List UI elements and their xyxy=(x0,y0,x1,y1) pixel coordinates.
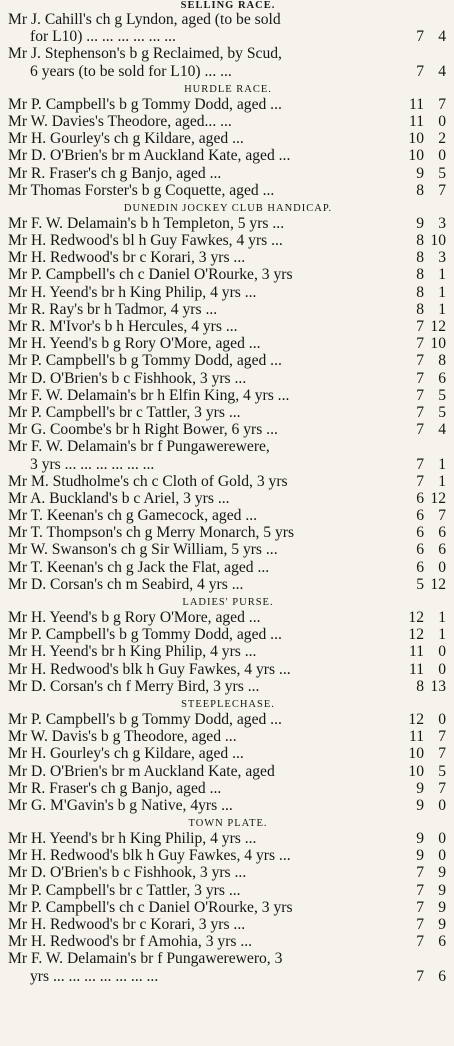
weight-pounds: 9 xyxy=(438,881,446,899)
weight-stone: 8 xyxy=(416,677,424,695)
entry-description: Mr G. M'Gavin's b g Native, 4yrs ... xyxy=(8,796,233,814)
weight-stone: 11 xyxy=(408,95,424,113)
entry-row xyxy=(8,421,448,438)
weight-stone: 8 xyxy=(416,232,424,250)
entry-description: Mr H. Yeend's br h King Philip, 4 yrs ... xyxy=(8,643,257,661)
weight-pounds: 3 xyxy=(438,249,446,267)
entry-description: Mr P. Campbell's b g Tommy Dodd, aged ... xyxy=(8,95,282,113)
weight-pounds: 8 xyxy=(438,352,446,370)
weight-pounds: 0 xyxy=(438,558,446,576)
weight-pounds: 10 xyxy=(430,335,446,353)
entry-row xyxy=(8,232,448,249)
weight-stone: 6 xyxy=(416,558,424,576)
entry-row xyxy=(8,950,448,967)
entry-description: 3 yrs ... ... ... ... ... ... xyxy=(30,455,155,473)
weight-stone: 7 xyxy=(416,455,424,473)
entry-row xyxy=(8,318,448,335)
entry-description: Mr H. Yeend's br h King Philip, 4 yrs ... xyxy=(8,283,257,301)
weight-pounds: 9 xyxy=(438,916,446,933)
weight-stone: 7 xyxy=(416,352,424,370)
weight-pounds: 7 xyxy=(438,181,446,199)
weight-stone: 12 xyxy=(408,626,424,644)
entry-row xyxy=(8,882,448,899)
entry-row xyxy=(8,968,448,985)
entry-row xyxy=(8,45,448,62)
entry-description: Mr Thomas Forster's b g Coquette, aged ... xyxy=(8,181,275,199)
weight-stone: 12 xyxy=(408,609,424,626)
weight-stone: 7 xyxy=(416,967,424,985)
entry-row xyxy=(8,249,448,266)
weight-stone: 10 xyxy=(408,762,424,780)
weight-pounds: 10 xyxy=(430,232,446,250)
entry-row xyxy=(8,438,448,455)
weight-stone: 10 xyxy=(408,147,424,165)
entry-row xyxy=(8,559,448,576)
weight-stone: 7 xyxy=(416,369,424,387)
weight-pounds: 1 xyxy=(438,266,446,284)
weight-stone: 8 xyxy=(416,249,424,267)
entry-description: Mr D. Corsan's ch m Seabird, 4 yrs ... xyxy=(8,575,244,593)
weight-pounds: 1 xyxy=(438,472,446,490)
entry-description: Mr H. Redwood's br c Korari, 3 yrs ... xyxy=(8,249,246,267)
entry-description: Mr P. Campbell's ch c Daniel O'Rourke, 3 yrs xyxy=(8,898,293,916)
weight-pounds: 1 xyxy=(438,300,446,318)
weight-pounds: 0 xyxy=(438,147,446,165)
entry-row xyxy=(8,352,448,369)
entry-description: Mr D. O'Brien's br m Auckland Kate, aged ... xyxy=(8,147,291,165)
entry-row xyxy=(8,643,448,660)
weight-stone: 9 xyxy=(416,779,424,797)
weight-pounds: 2 xyxy=(438,130,446,148)
entry-description: Mr J. Cahill's ch g Lyndon, aged (to be sold xyxy=(8,11,281,28)
weight-stone: 7 xyxy=(416,335,424,353)
entry-row xyxy=(8,63,448,80)
entry-description: Mr H. Yeend's br h King Philip, 4 yrs ... xyxy=(8,830,257,848)
entry-description: Mr H. Redwood's blk h Guy Fawkes, 4 yrs ... xyxy=(8,847,291,865)
entry-row xyxy=(8,541,448,558)
weight-pounds: 5 xyxy=(438,386,446,404)
entry-row xyxy=(8,404,448,421)
entry-row xyxy=(8,387,448,404)
weight-stone: 7 xyxy=(416,864,424,882)
entry-row xyxy=(8,916,448,933)
entry-row xyxy=(8,524,448,541)
weight-pounds: 6 xyxy=(438,369,446,387)
entry-description: Mr D. O'Brien's b c Fishhook, 3 yrs ... xyxy=(8,369,247,387)
weight-stone: 11 xyxy=(408,728,424,746)
entry-description: Mr F. W. Delamain's br f Pungawerewero, 3 xyxy=(8,950,283,968)
weight-pounds: 12 xyxy=(430,575,446,593)
entry-description: Mr T. Keenan's ch g Jack the Flat, aged ... xyxy=(8,558,270,576)
entry-row xyxy=(8,370,448,387)
weight-stone: 6 xyxy=(416,489,424,507)
entry-row xyxy=(8,763,448,780)
weight-stone: 7 xyxy=(416,28,424,46)
weight-stone: 9 xyxy=(416,164,424,182)
weight-stone: 6 xyxy=(416,524,424,542)
entry-description: yrs ... ... ... ... ... ... ... xyxy=(30,967,159,985)
entry-row xyxy=(8,609,448,626)
weight-pounds: 7 xyxy=(438,745,446,763)
entry-row xyxy=(8,864,448,881)
entry-row xyxy=(8,728,448,745)
weight-pounds: 6 xyxy=(438,967,446,985)
weight-pounds: 1 xyxy=(438,455,446,473)
weight-pounds: 3 xyxy=(438,214,446,232)
weight-pounds: 1 xyxy=(438,283,446,301)
weight-pounds: 0 xyxy=(438,660,446,678)
entry-row xyxy=(8,456,448,473)
entry-description: Mr D. O'Brien's br m Auckland Kate, aged xyxy=(8,762,275,780)
entry-row xyxy=(8,96,448,113)
entry-row xyxy=(8,507,448,524)
weight-pounds: 1 xyxy=(438,609,446,626)
weight-pounds: 4 xyxy=(438,421,446,439)
entry-description: Mr R. Ray's br h Tadmor, 4 yrs ... xyxy=(8,300,218,318)
weight-pounds: 5 xyxy=(438,762,446,780)
weight-stone: 9 xyxy=(416,214,424,232)
weight-pounds: 7 xyxy=(438,507,446,525)
entry-description: 6 years (to be sold for L10) ... ... xyxy=(30,62,232,80)
entry-description: Mr T. Thompson's ch g Merry Monarch, 5 yrs xyxy=(8,524,295,542)
entry-description: Mr H. Yeend's b g Rory O'More, aged ... xyxy=(8,335,261,353)
entry-description: Mr J. Stephenson's b g Reclaimed, by Scud, xyxy=(8,45,282,63)
entry-row xyxy=(8,335,448,352)
weight-pounds: 4 xyxy=(438,28,446,46)
weight-pounds: 6 xyxy=(438,933,446,951)
entry-row xyxy=(8,711,448,728)
weight-pounds: 0 xyxy=(438,112,446,130)
section-heading: TOWN PLATE. xyxy=(188,818,268,830)
entry-row xyxy=(8,661,448,678)
entry-row xyxy=(8,797,448,814)
entry-description: Mr F. W. Delamain's b h Templeton, 5 yrs ... xyxy=(8,214,285,232)
weight-pounds: 7 xyxy=(438,779,446,797)
entry-description: Mr P. Campbell's br c Tattler, 3 yrs ... xyxy=(8,403,241,421)
entry-row xyxy=(8,780,448,797)
entry-description: Mr P. Campbell's ch c Daniel O'Rourke, 3 yrs xyxy=(8,266,293,284)
entry-row xyxy=(8,678,448,695)
weight-stone: 9 xyxy=(416,796,424,814)
entry-description: Mr H. Redwood's br f Amohia, 3 yrs ... xyxy=(8,933,253,951)
entry-description: Mr P. Campbell's b g Tommy Dodd, aged ... xyxy=(8,626,282,644)
entry-description: Mr A. Buckland's b c Ariel, 3 yrs ... xyxy=(8,489,230,507)
entry-row xyxy=(8,899,448,916)
weight-stone: 7 xyxy=(416,881,424,899)
weight-pounds: 0 xyxy=(438,643,446,661)
entry-description: Mr P. Campbell's br c Tattler, 3 yrs ... xyxy=(8,881,241,899)
entry-description: for L10) ... ... ... ... ... ... xyxy=(30,28,176,46)
entry-row xyxy=(8,11,448,28)
section-heading: STEEPLECHASE. xyxy=(181,698,275,710)
weight-stone: 7 xyxy=(416,62,424,80)
entry-description: Mr R. M'Ivor's b h Hercules, 4 yrs ... xyxy=(8,318,238,335)
entry-description: Mr D. Corsan's ch f Merry Bird, 3 yrs ... xyxy=(8,677,260,695)
weight-pounds: 0 xyxy=(438,830,446,848)
entry-row xyxy=(8,933,448,950)
entry-row xyxy=(8,830,448,847)
entry-row xyxy=(8,147,448,164)
weight-pounds: 4 xyxy=(438,62,446,80)
weight-stone: 7 xyxy=(416,318,424,335)
weight-pounds: 12 xyxy=(430,489,446,507)
weight-pounds: 0 xyxy=(438,796,446,814)
weight-stone: 6 xyxy=(416,541,424,559)
weight-stone: 6 xyxy=(416,507,424,525)
weight-pounds: 7 xyxy=(438,95,446,113)
weight-stone: 7 xyxy=(416,421,424,439)
weight-stone: 7 xyxy=(416,933,424,951)
entry-description: Mr T. Keenan's ch g Gamecock, aged ... xyxy=(8,507,258,525)
section-heading: SELLING RACE. xyxy=(180,0,276,11)
weight-stone: 10 xyxy=(408,745,424,763)
weight-stone: 9 xyxy=(416,830,424,848)
entry-description: Mr R. Fraser's ch g Banjo, aged ... xyxy=(8,779,222,797)
weight-stone: 12 xyxy=(408,710,424,728)
weight-stone: 7 xyxy=(416,386,424,404)
entry-row xyxy=(8,182,448,199)
entry-row xyxy=(8,113,448,130)
entry-description: Mr G. Coombe's br h Right Bower, 6 yrs ... xyxy=(8,421,278,439)
weight-pounds: 12 xyxy=(430,318,446,335)
weight-pounds: 5 xyxy=(438,164,446,182)
weight-pounds: 0 xyxy=(438,710,446,728)
entry-row xyxy=(8,130,448,147)
entry-description: Mr H. Yeend's b g Rory O'More, aged ... xyxy=(8,609,261,626)
entry-row xyxy=(8,301,448,318)
entry-description: Mr H. Gourley's ch g Kildare, aged ... xyxy=(8,130,244,148)
entry-description: Mr F. W. Delamain's br h Elfin King, 4 yrs ... xyxy=(8,386,290,404)
entry-row xyxy=(8,266,448,283)
race-entries-column xyxy=(8,0,448,985)
weight-stone: 9 xyxy=(416,847,424,865)
entry-description: Mr W. Davies's Theodore, aged... ... xyxy=(8,112,232,130)
entry-row xyxy=(8,626,448,643)
weight-stone: 7 xyxy=(416,472,424,490)
entry-description: Mr P. Campbell's b g Tommy Dodd, aged ... xyxy=(8,710,282,728)
weight-stone: 8 xyxy=(416,283,424,301)
weight-stone: 7 xyxy=(416,403,424,421)
weight-stone: 5 xyxy=(416,575,424,593)
entry-row xyxy=(8,165,448,182)
weight-stone: 11 xyxy=(408,112,424,130)
entry-row xyxy=(8,745,448,762)
weight-stone: 8 xyxy=(416,266,424,284)
entry-description: Mr W. Davis's b g Theodore, aged ... xyxy=(8,728,237,746)
section-heading: LADIES' PURSE. xyxy=(182,597,274,608)
entry-description: Mr F. W. Delamain's br f Pungawerewere, xyxy=(8,438,270,456)
weight-pounds: 5 xyxy=(438,403,446,421)
section-heading: DUNEDIN JOCKEY CLUB HANDICAP. xyxy=(123,202,333,214)
entry-row xyxy=(8,490,448,507)
section-heading: HURDLE RACE. xyxy=(184,83,272,95)
entry-description: Mr D. O'Brien's b c Fishhook, 3 yrs ... xyxy=(8,864,247,882)
entry-description: Mr P. Campbell's b g Tommy Dodd, aged ... xyxy=(8,352,282,370)
weight-stone: 8 xyxy=(416,181,424,199)
weight-pounds: 6 xyxy=(438,541,446,559)
entry-row xyxy=(8,473,448,490)
weight-stone: 10 xyxy=(408,130,424,148)
weight-stone: 7 xyxy=(416,916,424,933)
entry-description: Mr R. Fraser's ch g Banjo, aged ... xyxy=(8,164,222,182)
weight-pounds: 9 xyxy=(438,864,446,882)
weight-pounds: 1 xyxy=(438,626,446,644)
entry-row xyxy=(8,284,448,301)
entry-row xyxy=(8,576,448,593)
entry-description: Mr H. Redwood's br c Korari, 3 yrs ... xyxy=(8,916,246,933)
weight-pounds: 7 xyxy=(438,728,446,746)
weight-stone: 7 xyxy=(416,898,424,916)
entry-row xyxy=(8,847,448,864)
weight-pounds: 0 xyxy=(438,847,446,865)
entry-description: Mr H. Redwood's blk h Guy Fawkes, 4 yrs ... xyxy=(8,660,291,678)
weight-pounds: 6 xyxy=(438,524,446,542)
weight-pounds: 9 xyxy=(438,898,446,916)
entry-description: Mr W. Swanson's ch g Sir William, 5 yrs ... xyxy=(8,541,278,559)
entry-description: Mr H. Gourley's ch g Kildare, aged ... xyxy=(8,745,244,763)
weight-stone: 8 xyxy=(416,300,424,318)
entry-description: Mr M. Studholme's ch c Cloth of Gold, 3 yrs xyxy=(8,472,288,490)
entry-row xyxy=(8,215,448,232)
weight-stone: 11 xyxy=(408,643,424,661)
entry-description: Mr H. Redwood's bl h Guy Fawkes, 4 yrs ... xyxy=(8,232,283,250)
entry-row xyxy=(8,28,448,45)
weight-stone: 11 xyxy=(408,660,424,678)
weight-pounds: 13 xyxy=(430,677,446,695)
